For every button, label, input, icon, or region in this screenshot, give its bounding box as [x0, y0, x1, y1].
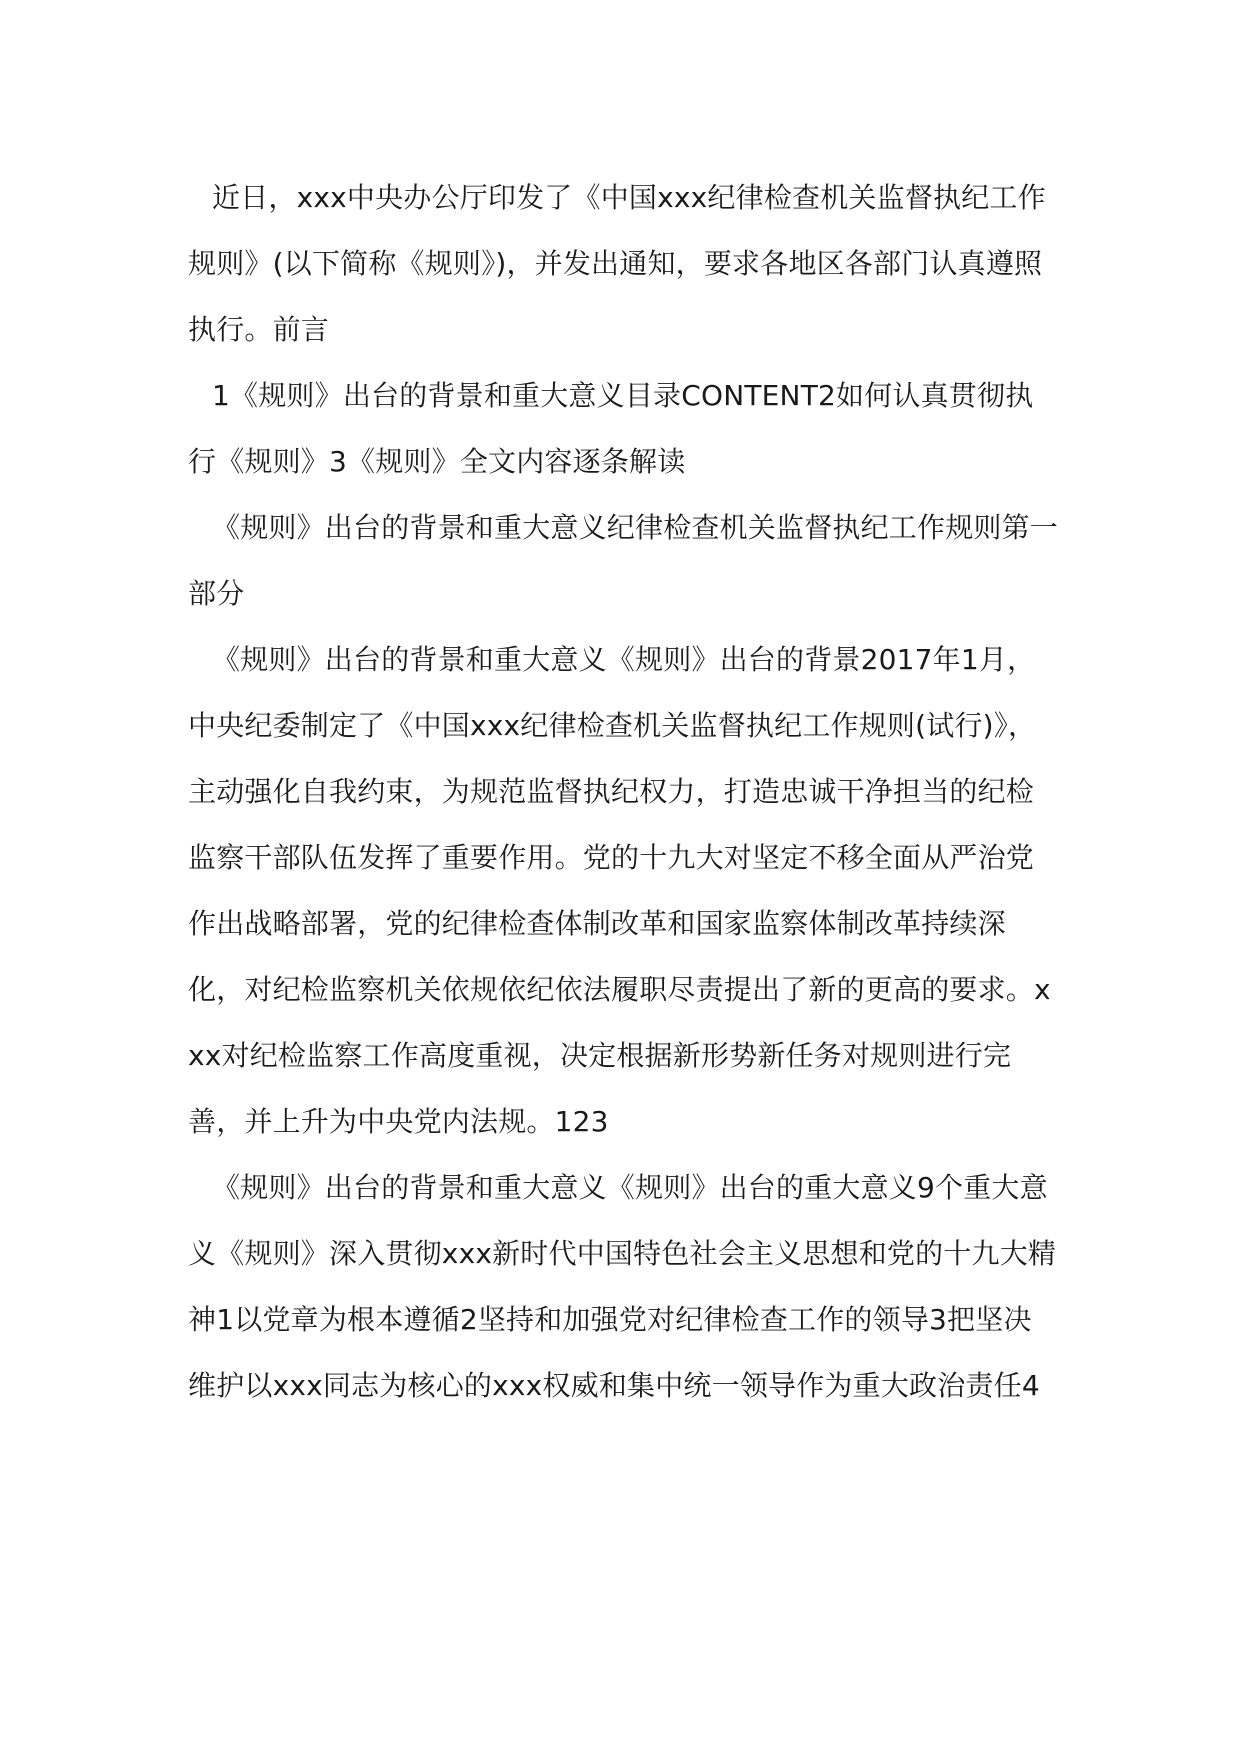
- paragraph-intro: 近日，xxx中央办公厅印发了《中国xxx纪律检查机关监督执纪工作规则》(以下简称《规则》)，并发出通知，要求各地区各部门认真遵照执行。前言: [188, 181, 1046, 346]
- paragraph-contents: 1《规则》出台的背景和重大意义目录CONTENT2如何认真贯彻执行《规则》3《规则》全文内容逐条解读: [188, 379, 1034, 478]
- document-body: [188, 165, 1058, 1419]
- paragraph-background: 《规则》出台的背景和重大意义《规则》出台的背景2017年1月，中央纪委制定了《中国xxx纪律检查机关监督执纪工作规则(试行)》，主动强化自我约束，为规范监督执纪权力，打造忠诚干净担当的纪检监察干部队伍发挥了重要作用。党的十九大对坚定不移全面从严治党作出战略部署，党的纪律检查体制改革和国家监察体制改革持续深化，对纪检监察机关依规依纪依法履职尽责提出了新的更高的要求。xxx对纪检监察工作高度重视，决定根据新形势新任务对规则进行完善，并上升为中央党内法规。123: [188, 643, 1051, 1138]
- paragraph-part-one: 《规则》出台的背景和重大意义纪律检查机关监督执纪工作规则第一部分: [188, 511, 1059, 610]
- paragraph-significance: 《规则》出台的背景和重大意义《规则》出台的重大意义9个重大意义《规则》深入贯彻xxx新时代中国特色社会主义思想和党的十九大精神1以党章为根本遵循2坚持和加强党对纪律检查工作的领导3把坚决维护以xxx同志为核心的xxx权威和集中统一领导作为重大政治责任4: [188, 1171, 1057, 1402]
